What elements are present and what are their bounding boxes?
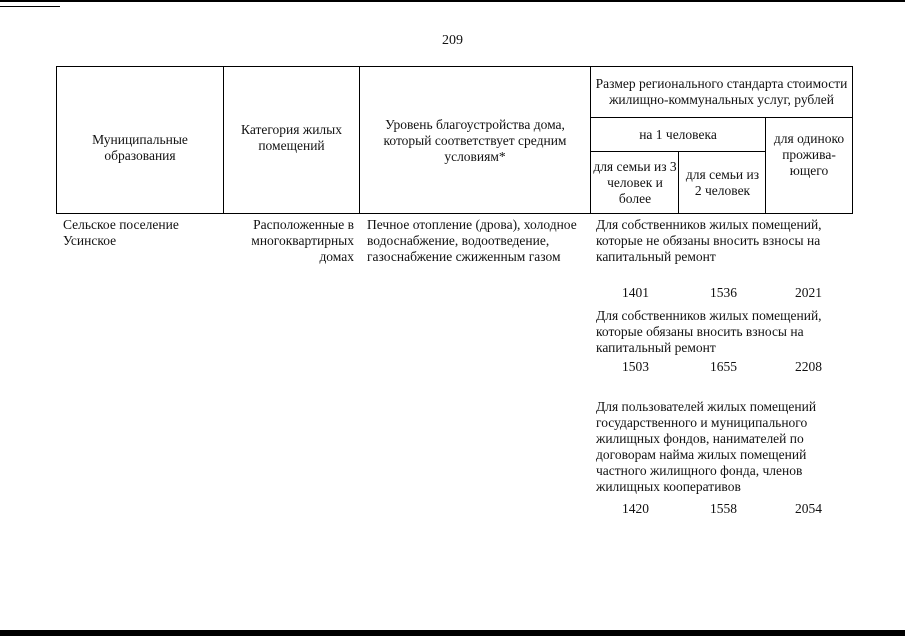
group-3-values	[0, 501, 905, 517]
header-per-person: на 1 человека	[639, 126, 717, 142]
row-municipality: Сельское поселение Усинское	[63, 217, 179, 248]
group-2-values	[0, 359, 905, 375]
group-2-family-3: 1503	[622, 359, 649, 374]
row-level: Печное отопление (дрова), холодное водоснабжение, водоотведение, газоснабжение сжиженным газом	[367, 217, 577, 264]
bottom-border-line	[0, 630, 905, 636]
header-family-3: для семьи из 3 человек и более	[593, 158, 677, 206]
group-1-family-3: 1401	[622, 285, 649, 300]
header-category: Категория жилых помещений	[241, 122, 342, 153]
group-3-single: 2054	[795, 501, 822, 516]
row-category: Расположенные в многоквартирных домах	[251, 217, 354, 264]
group-2-label: Для собственников жилых помещений, которые обязаны вносить взносы на капитальный ремонт	[596, 308, 822, 355]
top-border-mark	[0, 6, 60, 7]
header-standard: Размер регионального стандарта стоимости жилищно-коммунальных услуг, рублей	[595, 76, 848, 107]
group-2-family-2: 1655	[710, 359, 737, 374]
header-single-resident: для одиноко прожива-ющего	[773, 131, 845, 178]
group-3-family-2: 1558	[710, 501, 737, 516]
group-3-family-3: 1420	[622, 501, 649, 516]
group-1-values	[0, 285, 905, 301]
header-municipality: Муниципальные образования	[92, 132, 188, 163]
page-number: 209	[442, 33, 463, 48]
group-1-single: 2021	[795, 285, 822, 300]
group-2-single: 2208	[795, 359, 822, 374]
group-3-label: Для пользователей жилых помещений государственного и муниципального жилищных фондов, нанимателей по договорам найма жилых помещений частного жилищного фонда, членов жилищных кооперативов	[596, 399, 817, 494]
group-1-label: Для собственников жилых помещений, которые не обязаны вносить взносы на капитальный ремонт	[596, 217, 822, 264]
header-level: Уровень благоустройства дома, который соответствует средним условиям*	[383, 117, 567, 164]
group-1-family-2: 1536	[710, 285, 737, 300]
top-border-line	[0, 0, 905, 2]
header-family-2: для семьи из 2 человек	[685, 166, 760, 198]
